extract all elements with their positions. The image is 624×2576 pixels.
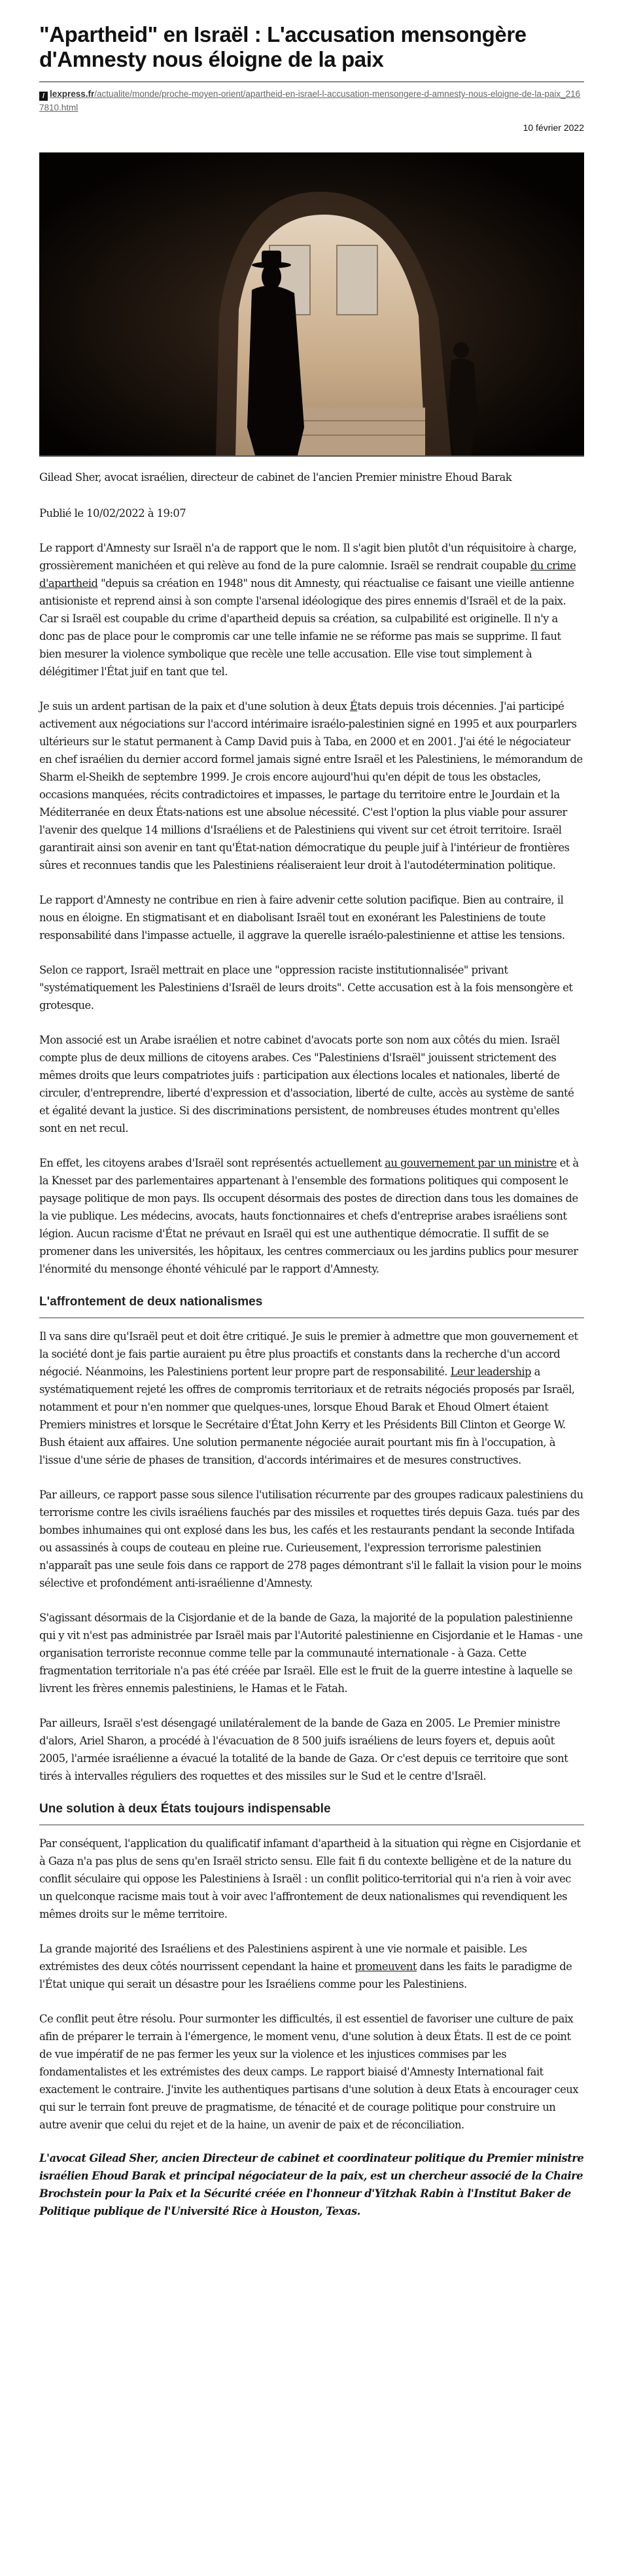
paragraph-text: Le rapport d'Amnesty sur Israël n'a de rapport que le nom. Il s'agit bien plutôt d'un réquisitoire à charge, grossièrement manichéen et qui relève au fond de la pure calomnie. Israël se rendrait coupable	[39, 542, 577, 572]
paragraph	[39, 1154, 584, 1278]
source-domain: lexpress.fr	[50, 89, 95, 99]
paragraph-text: dans les faits le paradigme de l'État unique qui serait un désastre pour les Israéliens comme pour les Palestiniens.	[39, 1960, 572, 1990]
article-date: 10 février 2022	[523, 122, 584, 133]
paragraph	[39, 1835, 584, 1923]
section-heading: L'affrontement de deux nationalismes	[39, 1295, 584, 1318]
paragraph	[39, 697, 584, 874]
paragraph	[39, 891, 584, 944]
paragraph-text: Par conséquent, l'application du qualificatif infamant d'apartheid à la situation qui règne en Cisjordanie et à Gaza n'a pas plus de sens qu'en Israël stricto sensu. Elle fait fi du contexte belligène et de la nature du conflit séculaire qui oppose les Palestiniens à Israël : un conflit politico-territorial qui n'a rien à voir avec un quelconque racisme mais tout à voir avec l'affrontement de deux nationalismes qui revendiquent les mêmes droits sur le même territoire.	[39, 1837, 581, 1920]
paragraph-text: a systématiquement rejeté les offres de compromis territoriaux et de retraits négociés proposés par Israël, notamment et pour n'en nommer que quelques-unes, lorsque Ehoud Barak et Ehoud Olmert étaient Premiers ministres et lorsque le Secrétaire d'État John Kerry et les Présidents Bill Clinton et George W. Bush étaient aux affaires. Une solution permanente négociée aurait pourtant mis fin à l'occupation, à l'issue d'une série de phases de transition, d'accords intérimaires et de mesures constructives.	[39, 1366, 575, 1466]
paragraph-text: Ce conflit peut être résolu. Pour surmonter les difficultés, il est essentiel de favoriser une culture de paix afin de préparer le terrain à l'émergence, le moment venu, d'une solution à deux États. Il est de ce point de vue impératif de ne pas fermer les yeux sur la violence et les injustices commises par les fondamentalistes et les extrémistes des deux camps. Le rapport biaisé d'Amnesty International fait exactement le contraire. J'invite les authentiques partisans d'une solution à deux Etats à encourager ceux qui sur le terrain font preuve de pragmatisme, de ténacité et de courage politique pour construire un autre avenir que celui du rejet et de la haine, un avenir de paix et de réconciliation.	[39, 2013, 578, 2131]
paragraph	[39, 1714, 584, 1785]
paragraph-text: Par ailleurs, ce rapport passe sous silence l'utilisation récurrente par des groupes radicaux palestiniens du terrorisme contre les civils israéliens fauchés par des missiles et roquettes tirés depuis Gaza. tués par des bombes inhumaines qui ont explosé dans les bus, les cafés et les restaurants pendant la seconde Intifada ou assassinés à coups de couteau en pleine rue. Curieusement, l'expression terrorisme palestinien n'apparaît pas une seule fois dans ce rapport de 278 pages démontrant s'il le fallait la vision pour le moins sélective et profondément anti-israélienne d'Amnesty.	[39, 1489, 583, 1589]
article-body	[39, 539, 584, 2220]
paragraph	[39, 1031, 584, 1137]
published-date: Publié le 10/02/2022 à 19:07	[39, 507, 186, 520]
paragraph-text: Il va sans dire qu'Israël peut et doit être critiqué. Je suis le premier à admettre que mon gouvernement et la société dont je fais partie auraient pu être plus proactifs et constants dans la recherche d'un accord négocié. Néanmoins, les Palestiniens portent leur propre part de responsabilité.	[39, 1330, 578, 1378]
paragraph-text: Par ailleurs, Israël s'est désengagé unilatéralement de la bande de Gaza en 2005. Le Premier ministre d'alors, Ariel Sharon, a procédé à l'évacuation de 8 500 juifs israéliens de leurs foyers et, depuis août 2005, l'armée israélienne a évacué la totalité de la bande de Gaza. Or c'est depuis ce territoire que sont tirés à intervalles réguliers des roquettes et des missiles sur le Sud et le centre d'Israël.	[39, 1717, 568, 1782]
inline-link[interactable]: É	[349, 700, 358, 713]
section-heading: Une solution à deux États toujours indispensable	[39, 1802, 584, 1826]
paragraph-text: Mon associé est un Arabe israélien et notre cabinet d'avocats porte son nom aux côtés du mien. Israël compte plus de deux millions de citoyens arabes. Ces "Palestiniens d'Israël" jouissent strictement des mêmes droits que leurs compatriotes juifs : participation aux élections locales et nationales, liberté de circuler, d'entreprendre, liberté d'expression et d'association, liberté de culte, accès au système de santé et égalité devant la justice. Si des discriminations persistent, de nombreuses études montrent qu'elles sont en net recul.	[39, 1034, 574, 1135]
paragraph	[39, 2010, 584, 2134]
paragraph-text: "depuis sa création en 1948" nous dit Amnesty, qui réactualise ce faisant une vieille antienne antisioniste et reprend ainsi à son compte l'arsenal idéologique des pires ennemis d'Israël et de la paix. Car si Israël est coupable du crime d'apartheid depuis sa création, sa culpabilité est originelle. Il n'y a donc pas de place pour le compromis car une telle infamie ne se réforme pas mais se supprime. Il faut bien mesurer la violence symbolique que recèle une telle accusation. Elle vise tout simplement à délégitimer l'État juif en tant que tel.	[39, 577, 574, 678]
paragraph-text: Je suis un ardent partisan de la paix et d'une solution à deux	[39, 700, 350, 713]
inline-link[interactable]: Leur leadership	[450, 1366, 531, 1378]
lexpress-logo-icon: /	[39, 92, 48, 101]
article-title: "Apartheid" en Israël : L'accusation mensongère d'Amnesty nous éloigne de la paix	[39, 0, 584, 82]
paragraph-text: Le rapport d'Amnesty ne contribue en rien à faire advenir cette solution pacifique. Bien au contraire, il nous en éloigne. En stigmatisant et en diabolisant Israël tout en exonérant les Palestiniens de toute responsabilité dans l'impasse actuelle, il aggrave la querelle israélo-palestinienne et attise les tensions.	[39, 894, 565, 942]
paragraph	[39, 1940, 584, 1993]
paragraph-text: Selon ce rapport, Israël mettrait en place une "oppression raciste institutionnalisée" privant "systématiquement les Palestiniens d'Israël de leurs droits". Cette accusation est à la fois mensongère et grotesque.	[39, 964, 573, 1012]
source-link[interactable]	[39, 89, 580, 113]
image-caption: Gilead Sher, avocat israélien, directeur de cabinet de l'ancien Premier ministre Ehoud Barak	[39, 471, 512, 484]
paragraph-text: S'agissant désormais de la Cisjordanie et de la bande de Gaza, la majorité de la population palestinienne qui y vit n'est pas administrée par Israël mais par l'Autorité palestinienne en Cisjordanie et le Hamas - une organisation terroriste reconnue comme telle par la communauté internationale - à Gaza. Cette fragmentation territoriale n'a pas été créée par Israël. Elle est le fruit de la guerre intestine à laquelle se livrent les frères ennemis palestiniens, le Hamas et le Fatah.	[39, 1612, 583, 1695]
paragraph-text: et à la Knesset par des parlementaires appartenant à l'ensemble des formations politiques qui composent le paysage politique de mon pays. Ils occupent désormais des postes de direction dans tous les domaines de la vie publique. Les médecins, avocats, hauts fonctionnaires et chefs d'entreprise arabes israéliens sont légion. Aucun racisme d'État ne prévaut en Israël qui est une authentique démocratie. Il suffit de se promener dans les universités, les hôpitaux, les centres commerciaux ou les jardins publics pour mesurer l'énormité du mensonge éhonté véhiculé par le rapport d'Amnesty.	[39, 1157, 579, 1275]
source-url	[39, 87, 584, 115]
paragraph-text: tats depuis trois décennies. J'ai participé activement aux négociations sur l'accord intérimaire israélo-palestinien signé en 1995 et aux pourparlers ultérieurs sur le statut permanent à Camp David puis à Taba, en 2000 et en 2001. J'ai été le négociateur en chef israélien du dernier accord formel jamais signé entre Israël et les Palestiniens, le mémorandum de Sharm el-Sheikh de septembre 1999. Je crois encore aujourd'hui qu'en dépit de tous les obstacles, occasions manquées, récits contradictoires et impasses, le partage du territoire entre le Jourdain et la Méditerranée en deux États-nations est une absolue nécessité. C'est l'option la plus viable pour assurer l'avenir des quelque 14 millions d'Israéliens et de Palestiniens qui vivent sur cet étroit territoire. Israël garantirait ainsi son avenir en tant qu'État-nation démocratique du peuple juif à l'intérieur de frontières sûres et reconnues tandis que les Palestiniens réaliseraient leur droit à l'autodétermination politique.	[39, 700, 583, 872]
paragraph-text: La grande majorité des Israéliens et des Palestiniens aspirent à une vie normale et paisible. Les extrémistes des deux côtés nourrissent cependant la haine et	[39, 1943, 527, 1973]
window-right	[337, 245, 377, 315]
inline-link[interactable]: promeuvent	[355, 1960, 417, 1973]
paragraph	[39, 1609, 584, 1697]
paragraph	[39, 1486, 584, 1592]
inline-link[interactable]: du crime d'apartheid	[39, 559, 576, 590]
inline-link[interactable]: au gouvernement par un ministre	[385, 1157, 557, 1169]
paragraph	[39, 1328, 584, 1469]
paragraph	[39, 539, 584, 680]
author-bio: L'avocat Gilead Sher, ancien Directeur de cabinet et coordinateur politique du Premier ministre israélien Ehoud Barak et principal négociateur de la paix, est un chercheur associé de la Chaire Brochstein pour la Paix et la Sécurité créée en l'honneur d'Yitzhak Rabin à l'Institut Baker de Politique publique de l'Université Rice à Houston, Texas.	[39, 2152, 584, 2217]
hero-image	[39, 152, 584, 457]
source-path: /actualite/monde/proche-moyen-orient/apartheid-en-israel-l-accusation-mensongere-d-amnesty-nous-eloigne-de-la-paix_2167810.html	[39, 89, 581, 113]
hero-photo	[39, 152, 584, 455]
article-page	[39, 0, 584, 2220]
paragraph	[39, 961, 584, 1014]
paragraph-text: En effet, les citoyens arabes d'Israël sont représentés actuellement	[39, 1157, 385, 1169]
